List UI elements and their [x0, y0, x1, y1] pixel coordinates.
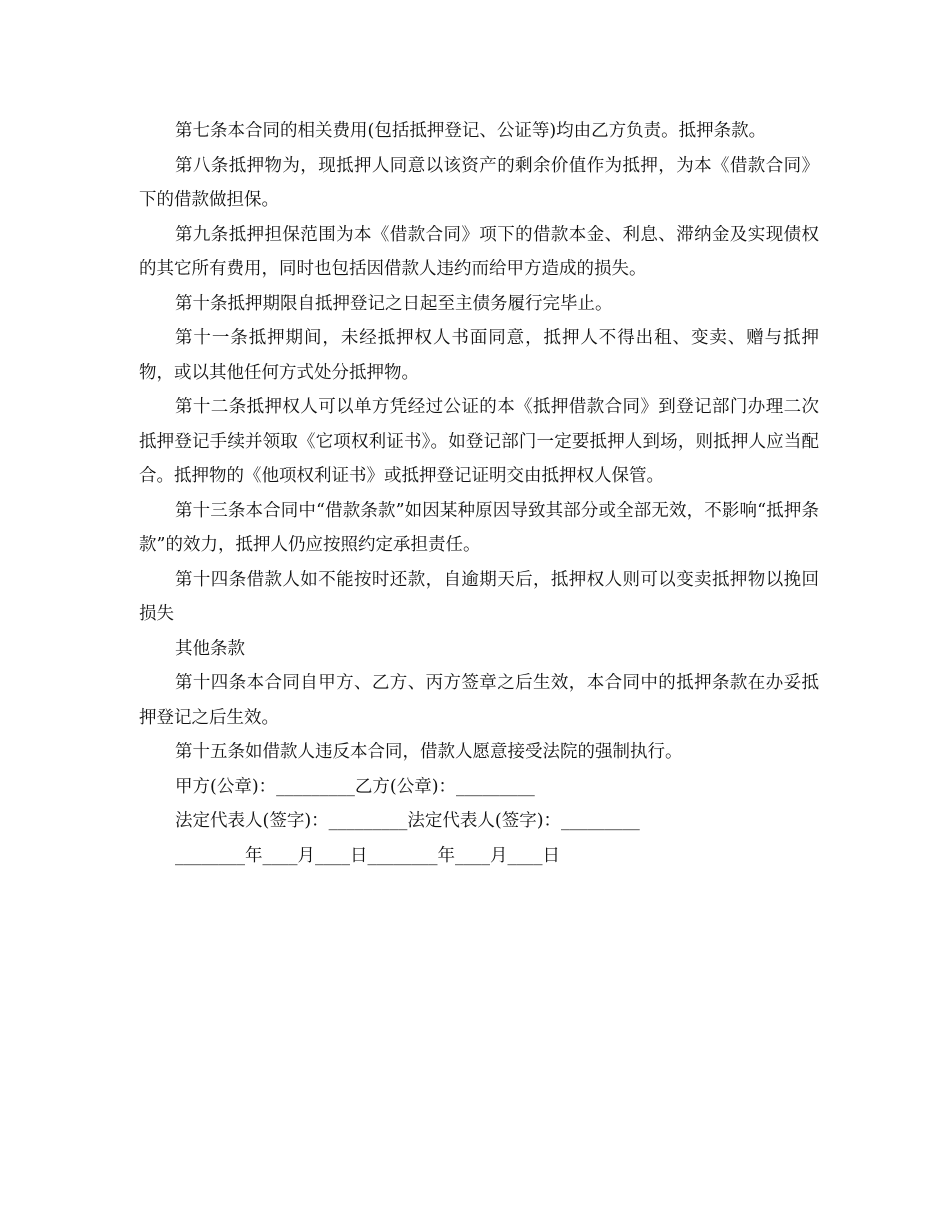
document-body: [139, 114, 819, 873]
clause-13: 第十三条本合同中“借款条款”如因某种原因导致其部分或全部无效，不影响“抵押条款”的效力，抵押人仍应按照约定承担责任。: [139, 500, 819, 555]
date-line: ________年____月____日________年____月____日: [175, 845, 560, 866]
clause-12: 第十二条抵押权人可以单方凭经过公证的本《抵押借款合同》到登记部门办理二次抵押登记手续并领取《它项权利证书》。如登记部门一定要抵押人到场，则抵押人应当配合。抵押物的《他项权利证书》或抵押登记证明交由抵押权人保管。: [139, 397, 819, 486]
clause-8: 第八条抵押物为，现抵押人同意以该资产的剩余价值作为抵押，为本《借款合同》下的借款做担保。: [139, 155, 819, 210]
clause-11: 第十一条抵押期间，未经抵押权人书面同意，抵押人不得出租、变卖、赠与抵押物，或以其他任何方式处分抵押物。: [139, 328, 819, 383]
section-heading-other-terms: 其他条款: [175, 638, 245, 659]
clause-15: 第十五条如借款人违反本合同，借款人愿意接受法院的强制执行。: [175, 742, 683, 762]
clause-7: 第七条本合同的相关费用(包括抵押登记、公证等)均由乙方负责。抵押条款。: [175, 121, 767, 141]
clause-9: 第九条抵押担保范围为本《借款合同》项下的借款本金、利息、滞纳金及实现债权的其它所有费用，同时也包括因借款人违约而给甲方造成的损失。: [139, 224, 819, 279]
party-seal-line: 甲方(公章)：_________乙方(公章)：_________: [175, 776, 535, 797]
clause-14-effectiveness: 第十四条本合同自甲方、乙方、丙方签章之后生效，本合同中的抵押条款在办妥抵押登记之后生效。: [139, 673, 819, 728]
legal-rep-signature-line: 法定代表人(签字)：_________法定代表人(签字)：_________: [175, 811, 640, 831]
clause-14-repayment: 第十四条借款人如不能按时还款，自逾期天后，抵押权人则可以变卖抵押物以挽回损失: [139, 569, 819, 624]
clause-10: 第十条抵押期限自抵押登记之日起至主债务履行完毕止。: [175, 293, 613, 314]
